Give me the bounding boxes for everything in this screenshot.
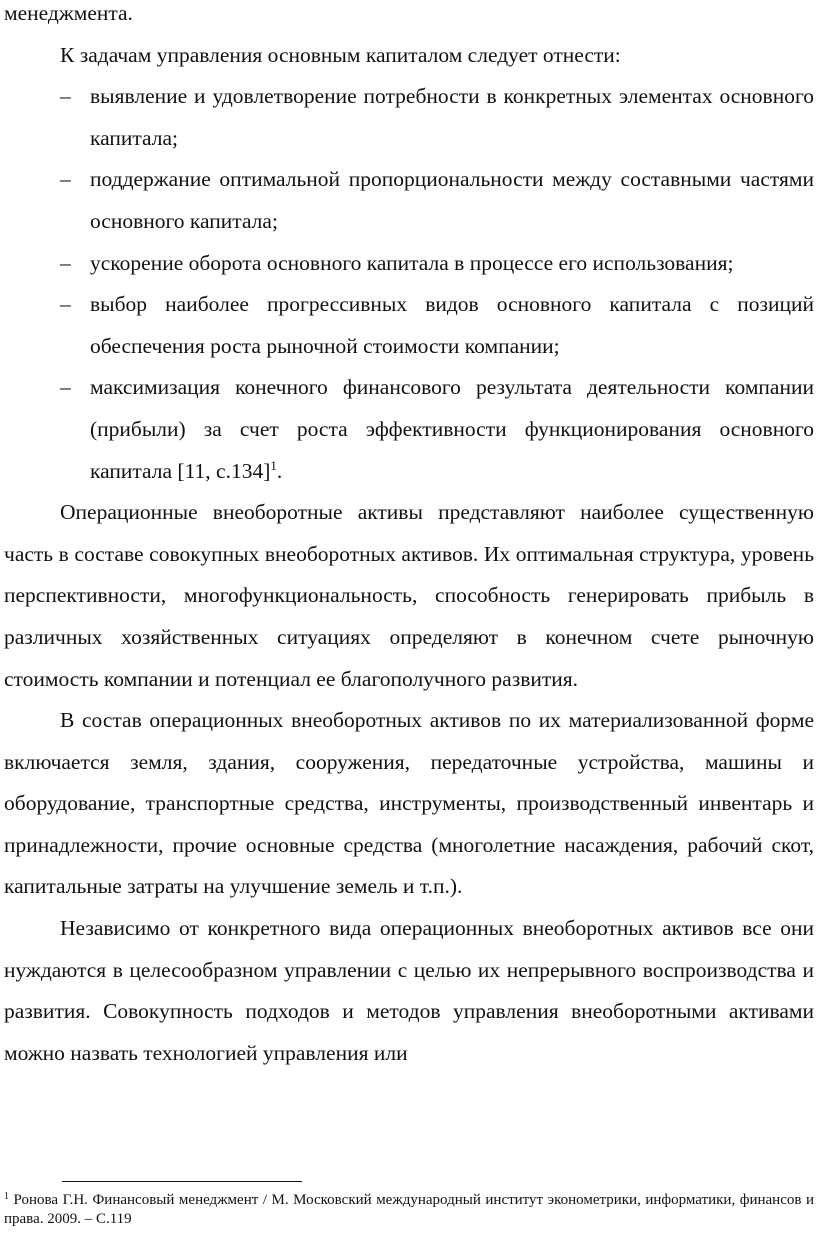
footnote-marker: 1 [4,1191,9,1202]
list-item [4,367,814,492]
list-item-text: ускорение оборота основного капитала в процессе его использования; [90,250,734,275]
paragraph-operational-assets: Операционные внеоборотные активы представляют наиболее существенную часть в составе совокупных внеоборотных активов. Их оптимальная структура, уровень перспективности, многофункциональность, способность генерировать прибыль в различных хозяйственных ситуациях определяют в конечном счете рыночную стоимость компании и потенциал ее благополучного развития. [4,500,814,691]
list-item [4,243,814,285]
footnote [4,1191,814,1229]
list-dash: – [60,375,71,400]
list-item [4,284,814,367]
footnote-text: Ронова Г.Н. Финансовый менеджмент / М. Московский международный институт эконометрики, информатики, финансов и права. 2009. – С.119 [4,1192,814,1227]
list-dash: – [60,84,71,109]
list-item-tail: . [276,458,283,483]
list-item [4,76,814,159]
body-text [4,0,814,1074]
list-item-text: поддержание оптимальной пропорциональности между составными частями основного капитала; [90,167,814,233]
paragraph-continuation: менеджмента. [4,1,133,25]
footnote-separator [62,1181,302,1182]
paragraph-management-technology: Независимо от конкретного вида операционных внеоборотных активов все они нуждаются в целесообразном управлении с целью их непрерывного воспроизводства и развития. Совокупность подходов и методов управления внеоборотными активами можно назвать технологией управления или [4,916,814,1065]
list-intro-paragraph: К задачам управления основным капиталом следует отнести: [60,42,621,67]
paragraph-asset-composition: В состав операционных внеоборотных активов по их материализованной форме включается земля, здания, сооружения, передаточные устройства, машины и оборудование, транспортные средства, инструменты, производственный инвентарь и принадлежности, прочие основные средства (многолетние насаждения, рабочий скот, капитальные затраты на улучшение земель и т.п.). [4,708,814,899]
footnote-reference: 1 [270,457,277,473]
list-item-text: выбор наиболее прогрессивных видов основного капитала с позиций обеспечения роста рыночной стоимости компании; [90,292,814,358]
list-item [4,159,814,242]
list-dash: – [60,167,71,192]
list-item-text: максимизация конечного финансового результата деятельности компании (прибыли) за счет роста эффективности функционирования основного капитала [11, с.134] [90,375,814,483]
task-list [4,76,814,492]
list-dash: – [60,250,71,275]
list-dash: – [60,292,71,317]
list-item-text: выявление и удовлетворение потребности в конкретных элементах основного капитала; [90,84,814,150]
